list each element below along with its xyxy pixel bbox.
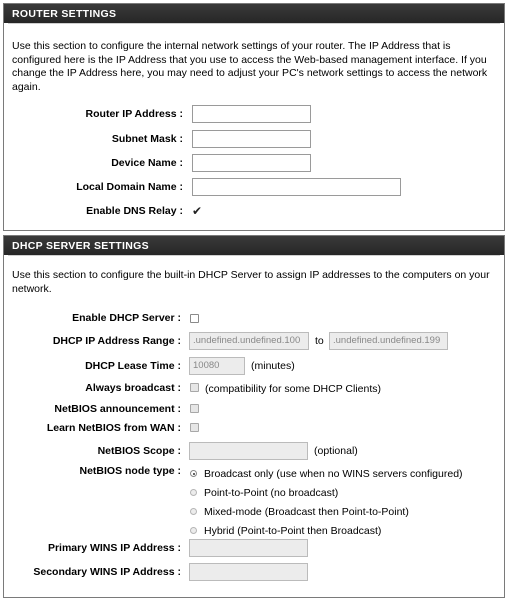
netbios-scope-row (4, 442, 181, 460)
netbios-node-type-label: NetBIOS node type : (79, 465, 181, 477)
secondary-wins-row (4, 563, 181, 581)
subnet-mask-input[interactable] (192, 130, 311, 148)
section-divider (8, 255, 500, 256)
netbios-scope-note: (optional) (314, 445, 358, 457)
local-domain-label: Local Domain Name : (76, 181, 183, 193)
dns-relay-row (4, 202, 183, 220)
section-divider (8, 23, 500, 24)
node-type-hybrid-radio[interactable] (190, 527, 197, 534)
primary-wins-label: Primary WINS IP Address : (47, 542, 181, 554)
dhcp-settings-header: DHCP SERVER SETTINGS (4, 236, 504, 255)
always-broadcast-note: (compatibility for some DHCP Clients) (205, 383, 382, 395)
local-domain-input[interactable] (192, 178, 401, 196)
router-settings-section (3, 3, 505, 231)
dns-relay-label: Enable DNS Relay : (86, 205, 183, 217)
learn-netbios-row (4, 419, 181, 437)
lease-time-unit: (minutes) (251, 360, 295, 372)
netbios-announcement-checkbox[interactable] (190, 404, 199, 413)
netbios-node-type-row (4, 462, 181, 480)
secondary-wins-label: Secondary WINS IP Address : (33, 566, 181, 578)
enable-dhcp-label: Enable DHCP Server : (72, 312, 181, 324)
lease-time-label: DHCP Lease Time : (85, 360, 181, 372)
node-type-broadcast-label: Broadcast only (use when no WINS servers configured) (204, 468, 463, 480)
device-name-input[interactable] (192, 154, 311, 172)
dhcp-range-to-label: to (315, 335, 324, 347)
dhcp-range-start-input[interactable]: .undefined.undefined.100 (189, 332, 309, 350)
dns-relay-checkbox[interactable]: ✔ (192, 204, 203, 218)
primary-wins-input[interactable] (189, 539, 308, 557)
learn-netbios-label: Learn NetBIOS from WAN : (46, 422, 181, 434)
router-ip-row (4, 105, 183, 123)
enable-dhcp-checkbox[interactable] (190, 314, 199, 323)
node-type-p2p-label: Point-to-Point (no broadcast) (204, 487, 339, 499)
lease-time-row (4, 357, 181, 375)
node-type-broadcast-radio[interactable] (190, 470, 197, 477)
dhcp-range-label: DHCP IP Address Range : (52, 335, 181, 347)
node-type-p2p-radio[interactable] (190, 489, 197, 496)
local-domain-row (4, 178, 183, 196)
device-name-label: Device Name : (111, 157, 183, 169)
dhcp-range-row (4, 332, 181, 350)
always-broadcast-checkbox[interactable] (190, 383, 199, 392)
node-type-mixed-label: Mixed-mode (Broadcast then Point-to-Point) (204, 506, 409, 518)
router-ip-input[interactable] (192, 105, 311, 123)
dhcp-settings-description: Use this section to configure the built-in DHCP Server to assign IP addresses to the computers on your network. (12, 269, 490, 295)
device-name-row (4, 154, 183, 172)
subnet-mask-row (4, 130, 183, 148)
learn-netbios-checkbox[interactable] (190, 423, 199, 432)
subnet-mask-label: Subnet Mask : (111, 133, 183, 145)
netbios-announcement-row (4, 400, 181, 418)
node-type-mixed-radio[interactable] (190, 508, 197, 515)
dhcp-server-settings-section (3, 235, 505, 598)
router-ip-label: Router IP Address : (85, 108, 183, 120)
node-type-hybrid-label: Hybrid (Point-to-Point then Broadcast) (204, 525, 382, 537)
dhcp-range-end-input[interactable]: .undefined.undefined.199 (329, 332, 448, 350)
enable-dhcp-row (4, 309, 181, 327)
always-broadcast-row (4, 379, 181, 397)
netbios-scope-input[interactable] (189, 442, 308, 460)
router-settings-description: Use this section to configure the internal network settings of your router. The IP Address that is configured here is the IP Address that you use to access the Web-based management interface. If you change the IP Address here, you may need to adjust your PC's network settings to access the network again. (12, 40, 488, 93)
always-broadcast-label: Always broadcast : (85, 382, 181, 394)
router-settings-header: ROUTER SETTINGS (4, 4, 504, 23)
secondary-wins-input[interactable] (189, 563, 308, 581)
netbios-announcement-label: NetBIOS announcement : (54, 403, 181, 415)
netbios-scope-label: NetBIOS Scope : (97, 445, 181, 457)
primary-wins-row (4, 539, 181, 557)
lease-time-input[interactable]: 10080 (189, 357, 245, 375)
